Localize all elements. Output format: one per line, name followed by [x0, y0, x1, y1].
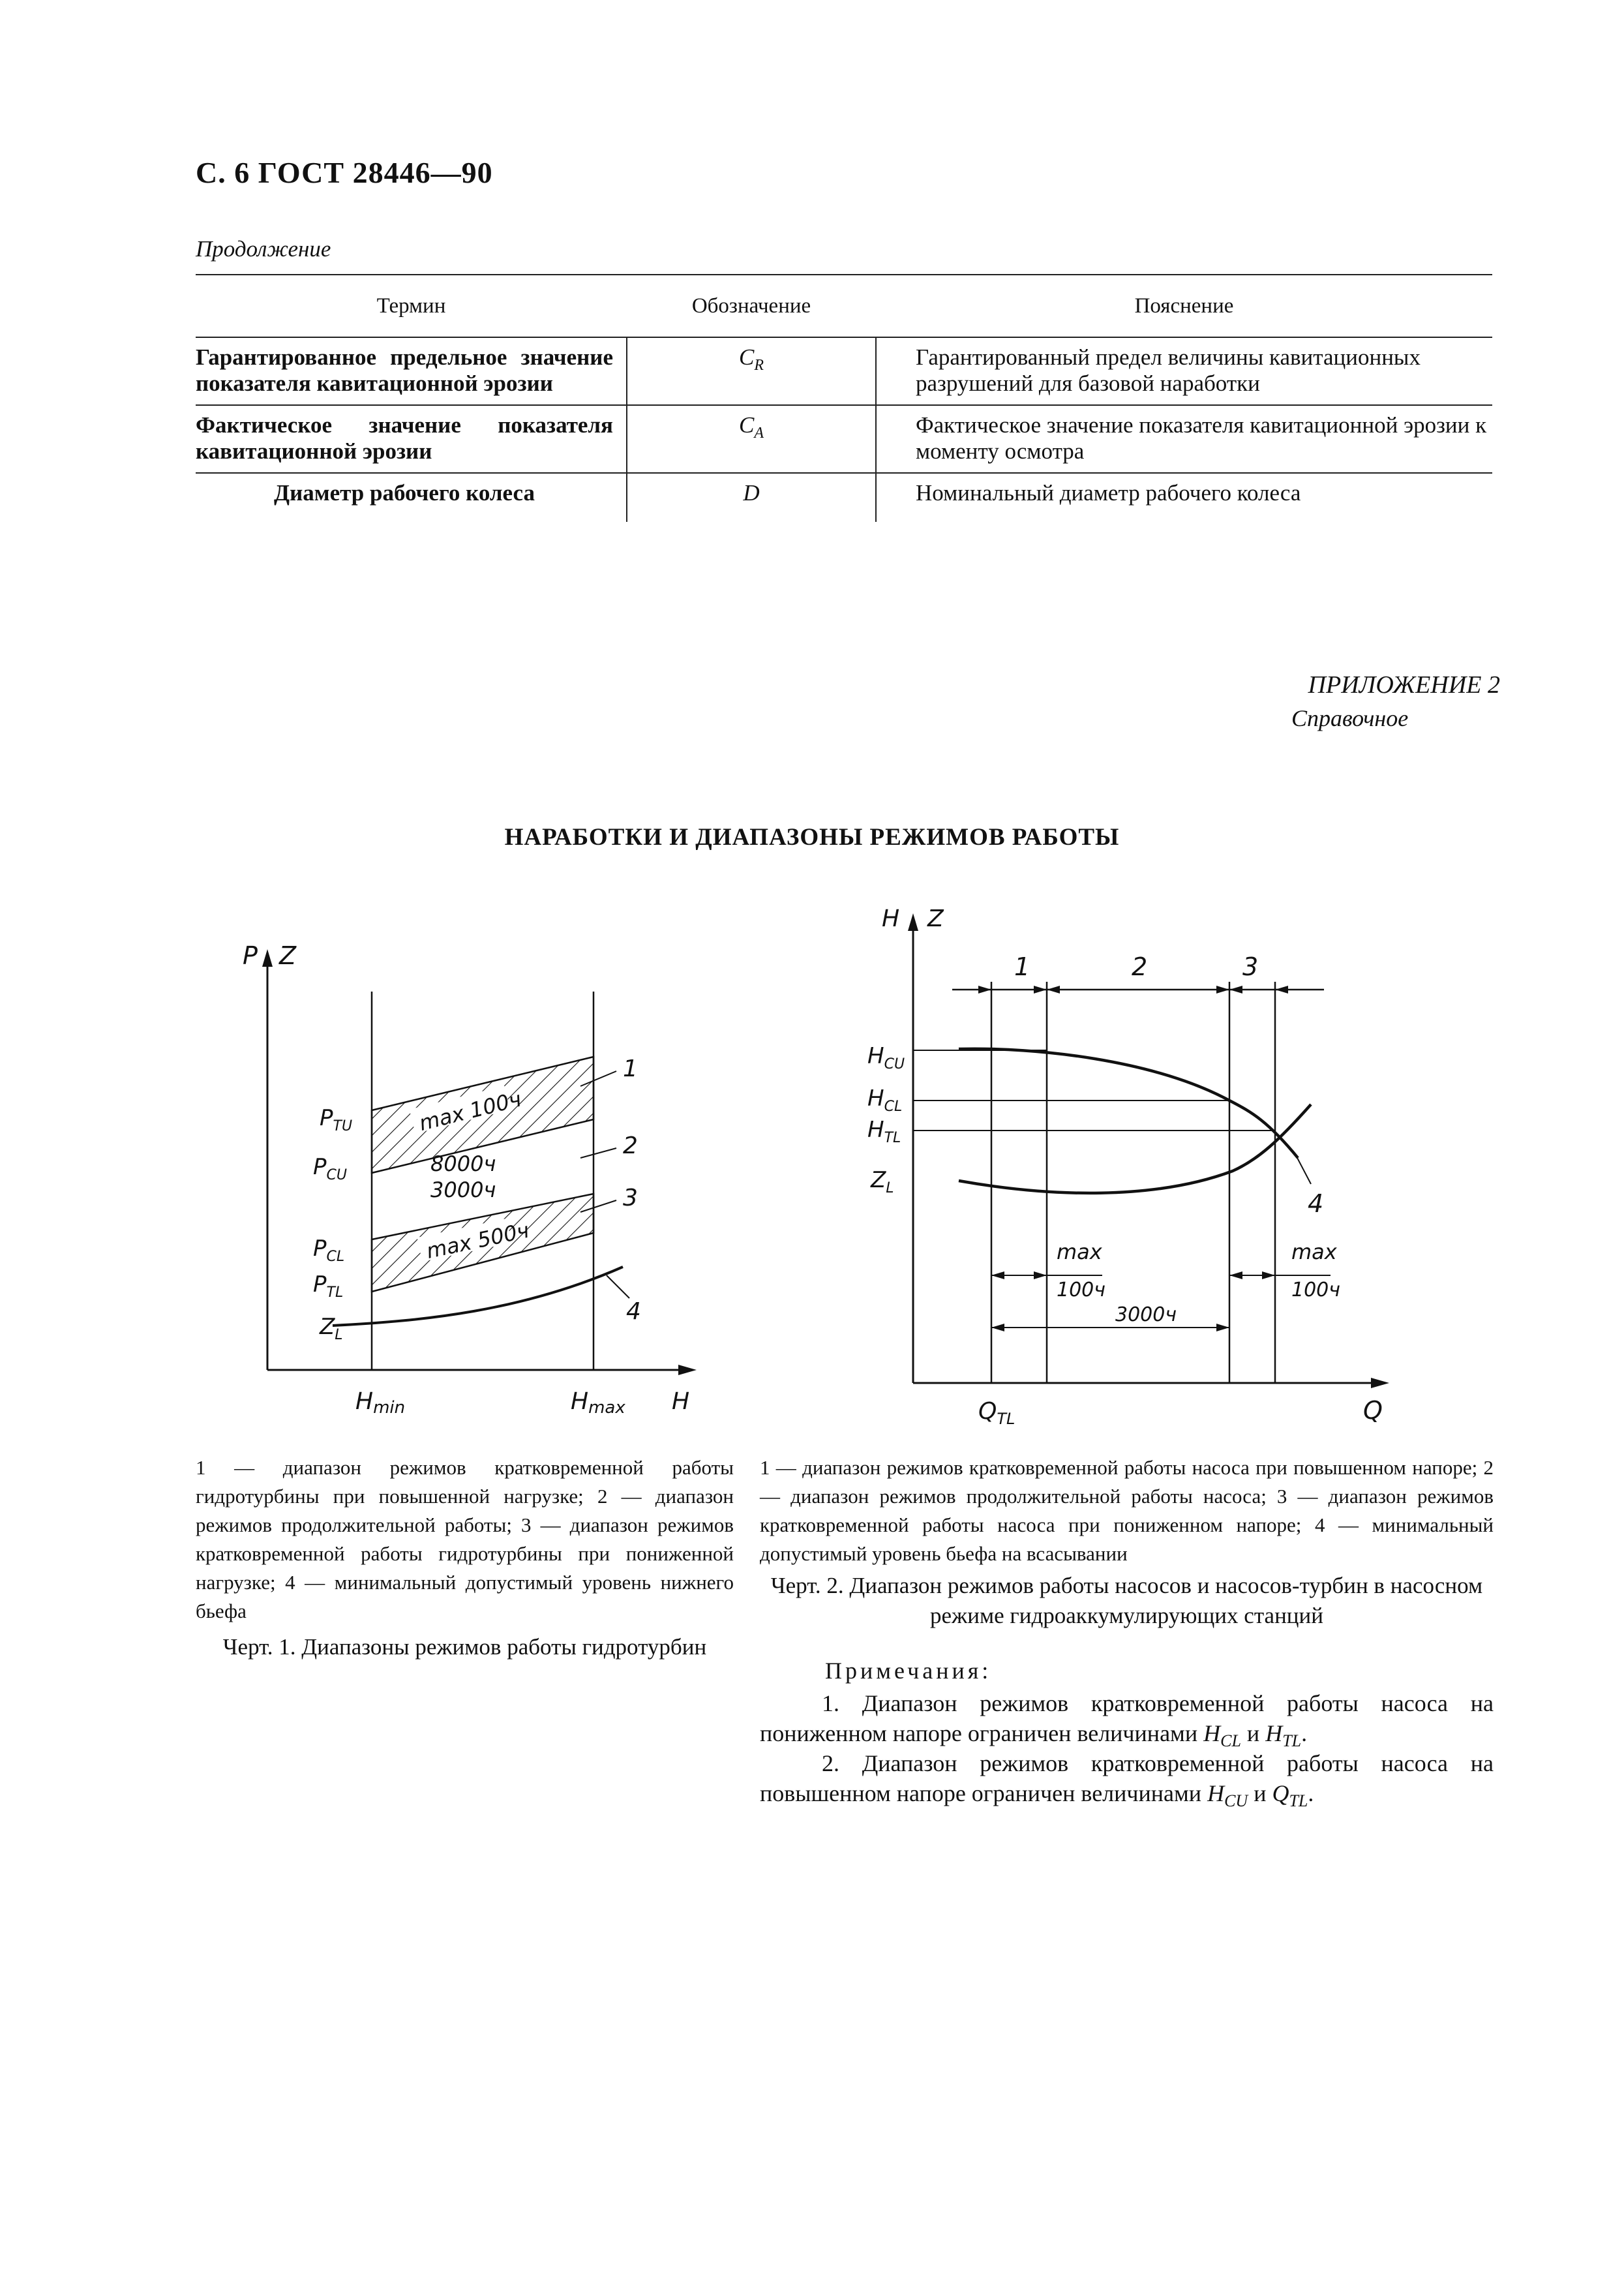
dim-left-100: 100ч [1057, 1279, 1105, 1301]
symbol-subscript: A [754, 425, 764, 442]
callout-4: 4 [1308, 1189, 1324, 1218]
level-label: $P_{TL}$ [313, 1271, 344, 1301]
zone-label-3: 3 [1242, 952, 1259, 981]
zone-label-2: 2 [1132, 952, 1148, 981]
term-cell: Гарантированное предельное значение показателя кавитационной эрозии [196, 337, 627, 405]
level-label: $H_{TL}$ [867, 1117, 901, 1146]
axis-label-z: Z [279, 941, 297, 970]
callout-line-2 [580, 1148, 616, 1158]
table-row [196, 405, 1492, 473]
x-axis-arrow-icon [678, 1365, 697, 1375]
axis-label-p: P [243, 941, 258, 970]
x-label-hmin: Hmin [355, 1388, 406, 1418]
level-label: $Z_L$ [320, 1314, 343, 1343]
level-label: $P_{CL}$ [313, 1236, 345, 1265]
level-label: $H_{CL}$ [867, 1086, 903, 1115]
figure-2-legend: 1 — диапазон режимов кратковременной работы насоса при повышенном напоре; 2 — диапазон режимов продолжительной работы насоса; 3 — диапазон режимов кратковременной работы насоса при пониженном напоре; 4 — минимальный допустимый уровень бьефа на всасывании [760, 1456, 1494, 1565]
level-label: $P_{CU}$ [313, 1154, 347, 1183]
level-label: $Z_L$ [871, 1167, 894, 1196]
callout-line-4 [607, 1275, 629, 1298]
band-label-8000: 8000ч [430, 1151, 496, 1176]
term-cell: Фактическое значение показателя кавитационной эрозии [196, 405, 627, 473]
figure-2-caption: Черт. 2. Диапазон режимов работы насосов и насосов-турбин в насосном режиме гидроаккумулирующих станций [770, 1573, 1483, 1628]
term-cell: Диаметр рабочего колеса [196, 473, 627, 522]
axis-label-q: Q [1363, 1396, 1383, 1425]
dim-middle-3000: 3000ч [1115, 1303, 1177, 1326]
explanation-cell: Гарантированный предел величины кавитационных разрушений для базовой наработки [876, 337, 1492, 405]
callout-4: 4 [626, 1298, 641, 1325]
callout-1: 1 [623, 1055, 638, 1082]
symbol-subscript: R [754, 357, 764, 374]
page-header: С. 6 ГОСТ 28446—90 [196, 156, 493, 189]
y-axis-arrow-icon [262, 949, 273, 967]
band-label-3000: 3000ч [430, 1177, 496, 1202]
explanation-cell: Фактическое значение показателя кавитационной эрозии к моменту осмотра [876, 405, 1492, 473]
level-label: $H_{CU}$ [867, 1043, 905, 1072]
symbol: C [738, 412, 755, 438]
axis-label-z: Z [927, 905, 944, 932]
x-label-hmax: Hmax [571, 1388, 625, 1418]
symbol: C [738, 344, 755, 370]
section-title: НАРАБОТКИ И ДИАПАЗОНЫ РЕЖИМОВ РАБОТЫ [504, 824, 1120, 851]
figure-2-diagram [841, 897, 1415, 1438]
note-1: 1. Диапазон режимов кратковременной работы насоса на пониженном напоре ограничен величинами $H_{CL}$ и $H_{TL}$. [760, 1690, 1494, 1751]
axis-label-h: H [672, 1388, 690, 1415]
figure-1-legend: 1 — диапазон режимов кратковременной работы гидротурбины при повышенной нагрузке; 2 — диапазон режимов продолжительной работы; 3 — диапазон режимов кратковременной работы гидротурбины при пониженной нагрузке; 4 — минимальный допустимый уровень нижнего бьефа [196, 1456, 734, 1622]
appendix-subtitle: Справочное [1291, 705, 1409, 731]
explanation-cell: Номинальный диаметр рабочего колеса [916, 480, 1301, 506]
callout-2: 2 [623, 1132, 638, 1159]
symbol: D [743, 480, 760, 506]
x-axis-arrow-icon [1371, 1378, 1389, 1388]
symbol-cell [627, 337, 876, 405]
dim-left-max: max [1057, 1239, 1102, 1264]
column-header-symbol: Обозначение [627, 275, 876, 337]
table-row [196, 337, 1492, 405]
level-label: $P_{TU}$ [320, 1105, 353, 1134]
x-label-qtl: $Q_{TL}$ [978, 1398, 1015, 1428]
terms-table [196, 274, 1492, 522]
dim-right-max: max [1291, 1239, 1337, 1264]
table-row [196, 473, 1492, 522]
figure-1-diagram [215, 926, 737, 1435]
continuation-label: Продолжение [196, 236, 331, 262]
column-header-term: Термин [196, 275, 627, 337]
figure-1-caption: Черт. 1. Диапазоны режимов работы гидротурбин [222, 1634, 707, 1660]
band-label-upper: max 100ч [416, 1086, 524, 1136]
pump-head-curve [959, 1049, 1298, 1158]
dim-right-100: 100ч [1291, 1279, 1340, 1301]
table-header-row [196, 275, 1492, 337]
column-header-explanation: Пояснение [876, 275, 1492, 337]
notes-title: Примечания: [825, 1658, 992, 1684]
callout-line-4 [1297, 1157, 1311, 1184]
y-axis-arrow-icon [908, 913, 918, 931]
symbol-cell [627, 405, 876, 473]
axis-label-h: H [882, 905, 900, 932]
band-label-lower: max 500ч [424, 1217, 532, 1264]
zone-label-1: 1 [1014, 952, 1030, 981]
symbol-cell [627, 473, 876, 522]
note-2: 2. Диапазон режимов кратковременной работы насоса на повышенном напоре ограничен величинами $H_{CU}$ и $Q_{TL}$. [760, 1750, 1494, 1811]
callout-3: 3 [623, 1185, 638, 1211]
appendix-title: ПРИЛОЖЕНИЕ 2 [1308, 671, 1500, 699]
